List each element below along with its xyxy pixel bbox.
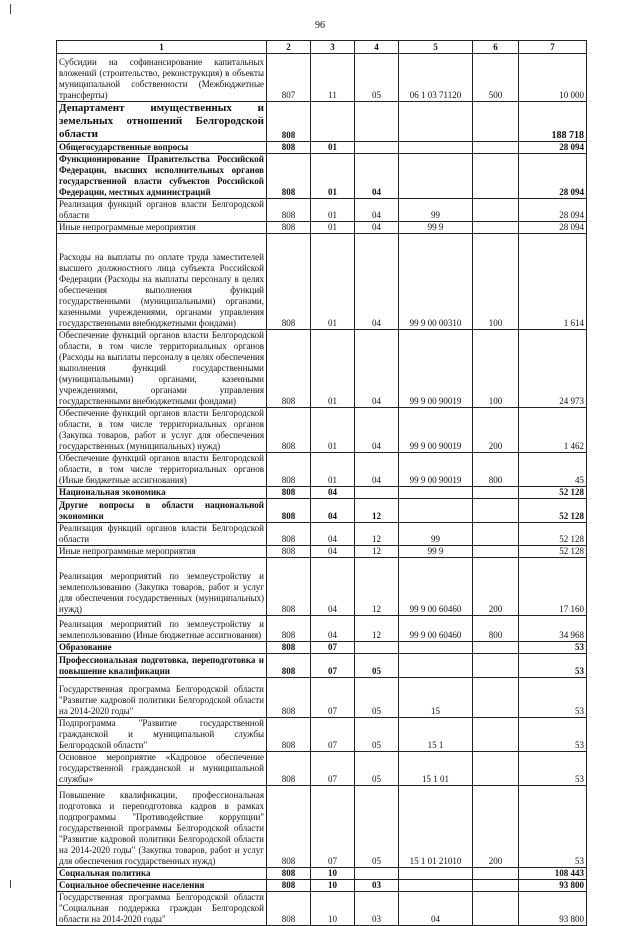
cell-name: Иные непрограммные мероприятия — [57, 546, 267, 558]
cell-vr — [473, 499, 519, 523]
cell-ved: 808 — [267, 234, 311, 330]
header-col-1: 1 — [57, 41, 267, 54]
cell-ved: 808 — [267, 546, 311, 558]
cell-rz: 10 — [311, 868, 355, 880]
cell-vr — [473, 154, 519, 199]
cell-rz: 10 — [311, 892, 355, 926]
cell-sum: 93 800 — [519, 880, 587, 892]
cell-csr — [399, 102, 473, 142]
table-row — [57, 222, 587, 234]
table-row — [57, 234, 587, 330]
cell-ved: 808 — [267, 408, 311, 453]
cell-name: Реализация функций органов власти Белгородской области — [57, 523, 267, 546]
cell-csr — [399, 868, 473, 880]
cell-ved: 808 — [267, 222, 311, 234]
table-row — [57, 408, 587, 453]
cell-pr: 05 — [355, 752, 399, 786]
cell-csr: 99 — [399, 523, 473, 546]
cell-sum: 188 718 — [519, 102, 587, 142]
cell-pr: 04 — [355, 234, 399, 330]
cell-name: Общегосударственные вопросы — [57, 142, 267, 154]
cell-csr: 15 1 — [399, 718, 473, 752]
table-row — [57, 868, 587, 880]
cell-name: Реализация мероприятий по землеустройству и землепользованию (Иные бюджетные ассигнования) — [57, 616, 267, 642]
header-col-4: 4 — [355, 41, 399, 54]
cell-csr — [399, 499, 473, 523]
cell-sum: 53 — [519, 642, 587, 654]
cell-ved: 808 — [267, 154, 311, 199]
cell-pr: 04 — [355, 154, 399, 199]
cell-name: Иные непрограммные мероприятия — [57, 222, 267, 234]
cell-sum: 45 — [519, 453, 587, 487]
cell-csr: 04 — [399, 892, 473, 926]
table-row — [57, 453, 587, 487]
cell-sum: 53 — [519, 786, 587, 868]
cell-pr: 04 — [355, 222, 399, 234]
cell-name: Социальная политика — [57, 868, 267, 880]
cell-rz: 07 — [311, 678, 355, 718]
cell-vr — [473, 222, 519, 234]
cell-vr — [473, 199, 519, 222]
table-row — [57, 54, 587, 102]
table-row — [57, 523, 587, 546]
cell-csr: 99 9 00 60460 — [399, 558, 473, 616]
cell-pr — [355, 868, 399, 880]
cell-sum: 1 462 — [519, 408, 587, 453]
cell-rz: 07 — [311, 654, 355, 678]
cell-rz: 01 — [311, 330, 355, 408]
cell-rz: 01 — [311, 199, 355, 222]
cell-rz: 07 — [311, 718, 355, 752]
cell-sum: 108 443 — [519, 868, 587, 880]
cell-pr — [355, 142, 399, 154]
cell-name: Социальное обеспечение населения — [57, 880, 267, 892]
cell-vr — [473, 880, 519, 892]
table-row — [57, 142, 587, 154]
cell-csr: 99 — [399, 199, 473, 222]
cell-sum: 10 000 — [519, 54, 587, 102]
cell-rz: 07 — [311, 642, 355, 654]
cell-name: Основное мероприятие «Кадровое обеспечение государственной гражданской и муниципальной службы» — [57, 752, 267, 786]
cell-ved: 808 — [267, 868, 311, 880]
cell-sum: 28 094 — [519, 142, 587, 154]
cell-vr: 100 — [473, 234, 519, 330]
table-row — [57, 487, 587, 499]
cell-name: Реализация функций органов власти Белгородской области — [57, 199, 267, 222]
header-col-5: 5 — [399, 41, 473, 54]
cell-vr: 200 — [473, 408, 519, 453]
cell-ved: 808 — [267, 752, 311, 786]
cell-name: Субсидии на софинансирование капитальных вложений (строительство, реконструкция) в объекты муниципальной собственности (Межбюджетные трансферты) — [57, 54, 267, 102]
cell-csr: 15 — [399, 678, 473, 718]
cell-pr: 05 — [355, 718, 399, 752]
cell-rz: 07 — [311, 786, 355, 868]
cell-rz: 04 — [311, 487, 355, 499]
table-row — [57, 892, 587, 926]
cell-ved: 808 — [267, 499, 311, 523]
cell-csr — [399, 154, 473, 199]
cell-sum: 34 968 — [519, 616, 587, 642]
cell-name: Обеспечение функций органов власти Белгородской области, в том числе территориальных органов (Расходы на выплаты персоналу в целях обеспечения выполнения функций государственными (муниципальными) органами, казенными учреждениями, органами управления государственными внебюджетными фондами) — [57, 330, 267, 408]
cell-sum: 53 — [519, 678, 587, 718]
cell-ved: 808 — [267, 523, 311, 546]
table-row — [57, 880, 587, 892]
cell-name: Другие вопросы в области национальной экономики — [57, 499, 267, 523]
table-row — [57, 786, 587, 868]
cell-rz: 01 — [311, 234, 355, 330]
cell-vr: 500 — [473, 54, 519, 102]
cell-name: Подпрограмма "Развитие государственной гражданской и муниципальной службы Белгородской области" — [57, 718, 267, 752]
cell-pr: 04 — [355, 330, 399, 408]
cell-name: Департамент имущественных и земельных отношений Белгородской области — [57, 102, 267, 142]
cell-pr — [355, 102, 399, 142]
cell-name: Повышение квалификации, профессиональная подготовка и переподготовка кадров в рамках подпрограммы "Противодействие коррупции" государственной программы Белгородской области "Развитие кадровой политики Белгородской области на 2014-2020 годы" (Закупка товаров, работ и услуг для обеспечения государственных нужд) — [57, 786, 267, 868]
cell-pr: 12 — [355, 523, 399, 546]
table-row — [57, 678, 587, 718]
cell-csr — [399, 642, 473, 654]
cell-rz: 01 — [311, 453, 355, 487]
cell-name: Расходы на выплаты по оплате труда заместителей высшего должностного лица субъекта Российской Федерации (Расходы на выплаты персоналу в целях обеспечения выполнения функций государственными (муниципальными) органами, казенными учреждениями, органами управления государственными внебюджетными фондами) — [57, 234, 267, 330]
table-row — [57, 102, 587, 142]
cell-ved: 808 — [267, 330, 311, 408]
cell-name: Государственная программа Белгородской области "Развитие кадровой политики Белгородской области на 2014-2020 годы" — [57, 678, 267, 718]
budget-table — [56, 40, 587, 926]
cell-rz: 01 — [311, 154, 355, 199]
cell-rz: 04 — [311, 546, 355, 558]
cell-csr: 99 9 00 90019 — [399, 453, 473, 487]
cell-pr — [355, 642, 399, 654]
cell-csr: 15 1 01 21010 — [399, 786, 473, 868]
cell-ved: 808 — [267, 892, 311, 926]
cell-csr — [399, 487, 473, 499]
table-row — [57, 154, 587, 199]
cell-csr: 99 9 00 00310 — [399, 234, 473, 330]
cell-pr: 03 — [355, 892, 399, 926]
cell-ved: 808 — [267, 142, 311, 154]
cell-name: Функционирование Правительства Российской Федерации, высших исполнительных органов государственной власти субъектов Российской Федерации, местных администраций — [57, 154, 267, 199]
cell-sum: 93 800 — [519, 892, 587, 926]
cell-rz: 01 — [311, 408, 355, 453]
cell-ved: 808 — [267, 786, 311, 868]
cell-rz: 01 — [311, 142, 355, 154]
cell-sum: 28 094 — [519, 154, 587, 199]
cell-rz — [311, 102, 355, 142]
cell-vr — [473, 718, 519, 752]
cell-sum: 52 128 — [519, 499, 587, 523]
cell-pr — [355, 487, 399, 499]
cell-csr: 99 9 00 90019 — [399, 330, 473, 408]
cell-vr: 800 — [473, 616, 519, 642]
cell-sum: 28 094 — [519, 199, 587, 222]
cell-pr: 12 — [355, 616, 399, 642]
cell-sum: 53 — [519, 752, 587, 786]
cell-rz: 04 — [311, 499, 355, 523]
cell-pr: 12 — [355, 558, 399, 616]
cell-vr — [473, 642, 519, 654]
cell-name: Национальная экономика — [57, 487, 267, 499]
cell-rz: 11 — [311, 54, 355, 102]
header-col-2: 2 — [267, 41, 311, 54]
cell-vr — [473, 523, 519, 546]
cell-vr — [473, 752, 519, 786]
cell-vr — [473, 654, 519, 678]
cell-rz: 07 — [311, 752, 355, 786]
table-row — [57, 558, 587, 616]
cell-vr — [473, 102, 519, 142]
cell-vr: 100 — [473, 330, 519, 408]
cell-vr — [473, 868, 519, 880]
page-number: 96 — [315, 20, 325, 31]
header-col-7: 7 — [519, 41, 587, 54]
table-row — [57, 654, 587, 678]
cell-ved: 808 — [267, 453, 311, 487]
cell-csr — [399, 142, 473, 154]
cell-csr: 15 1 01 — [399, 752, 473, 786]
cell-name: Образование — [57, 642, 267, 654]
cell-sum: 53 — [519, 718, 587, 752]
cell-vr — [473, 487, 519, 499]
header-row — [57, 41, 587, 54]
header-col-6: 6 — [473, 41, 519, 54]
cell-csr — [399, 654, 473, 678]
scan-edge-mark-bottom — [10, 880, 11, 888]
cell-ved: 807 — [267, 54, 311, 102]
cell-pr: 05 — [355, 678, 399, 718]
cell-sum: 24 973 — [519, 330, 587, 408]
cell-name: Реализация мероприятий по землеустройству и землепользованию (Закупка товаров, работ и услуг для обеспечения государственных (муниципальных) нужд) — [57, 558, 267, 616]
cell-name: Профессиональная подготовка, переподготовка и повышение квалификации — [57, 654, 267, 678]
cell-csr: 99 9 00 60460 — [399, 616, 473, 642]
cell-vr: 800 — [473, 453, 519, 487]
cell-csr: 99 9 00 90019 — [399, 408, 473, 453]
cell-ved: 808 — [267, 678, 311, 718]
cell-pr: 05 — [355, 54, 399, 102]
cell-pr: 04 — [355, 408, 399, 453]
cell-vr: 200 — [473, 558, 519, 616]
cell-csr — [399, 880, 473, 892]
cell-pr: 12 — [355, 546, 399, 558]
cell-name: Государственная программа Белгородской области "Социальная поддержка граждан Белгородской области на 2014-2020 годы" — [57, 892, 267, 926]
cell-pr: 03 — [355, 880, 399, 892]
table-row — [57, 499, 587, 523]
cell-rz: 04 — [311, 523, 355, 546]
cell-sum: 17 160 — [519, 558, 587, 616]
table-row — [57, 642, 587, 654]
cell-rz: 01 — [311, 222, 355, 234]
cell-pr: 12 — [355, 499, 399, 523]
cell-vr: 200 — [473, 786, 519, 868]
cell-ved: 808 — [267, 718, 311, 752]
cell-sum: 52 128 — [519, 523, 587, 546]
cell-ved: 808 — [267, 642, 311, 654]
cell-vr — [473, 142, 519, 154]
cell-name: Обеспечение функций органов власти Белгородской области, в том числе территориальных органов (Закупка товаров, работ и услуг для обеспечения государственных (муниципальных) нужд) — [57, 408, 267, 453]
cell-name: Обеспечение функций органов власти Белгородской области, в том числе территориальных органов (Иные бюджетные ассигнования) — [57, 453, 267, 487]
table-row — [57, 330, 587, 408]
cell-csr: 99 9 — [399, 222, 473, 234]
cell-csr: 06 1 03 71120 — [399, 54, 473, 102]
cell-ved: 808 — [267, 654, 311, 678]
cell-sum: 28 094 — [519, 222, 587, 234]
cell-vr — [473, 546, 519, 558]
cell-pr: 04 — [355, 199, 399, 222]
cell-sum: 1 614 — [519, 234, 587, 330]
cell-ved: 808 — [267, 487, 311, 499]
cell-pr: 04 — [355, 453, 399, 487]
header-col-3: 3 — [311, 41, 355, 54]
cell-pr: 05 — [355, 654, 399, 678]
table-row — [57, 616, 587, 642]
scan-edge-mark-top — [10, 4, 11, 14]
table-row — [57, 546, 587, 558]
table-row — [57, 718, 587, 752]
cell-ved: 808 — [267, 880, 311, 892]
cell-sum: 53 — [519, 654, 587, 678]
cell-pr: 05 — [355, 786, 399, 868]
table-row — [57, 752, 587, 786]
cell-vr — [473, 892, 519, 926]
cell-ved: 808 — [267, 616, 311, 642]
cell-sum: 52 128 — [519, 487, 587, 499]
cell-rz: 04 — [311, 616, 355, 642]
cell-vr — [473, 678, 519, 718]
table-row — [57, 199, 587, 222]
cell-ved: 808 — [267, 102, 311, 142]
cell-ved: 808 — [267, 199, 311, 222]
cell-ved: 808 — [267, 558, 311, 616]
cell-csr: 99 9 — [399, 546, 473, 558]
cell-sum: 52 128 — [519, 546, 587, 558]
cell-rz: 04 — [311, 558, 355, 616]
cell-rz: 10 — [311, 880, 355, 892]
